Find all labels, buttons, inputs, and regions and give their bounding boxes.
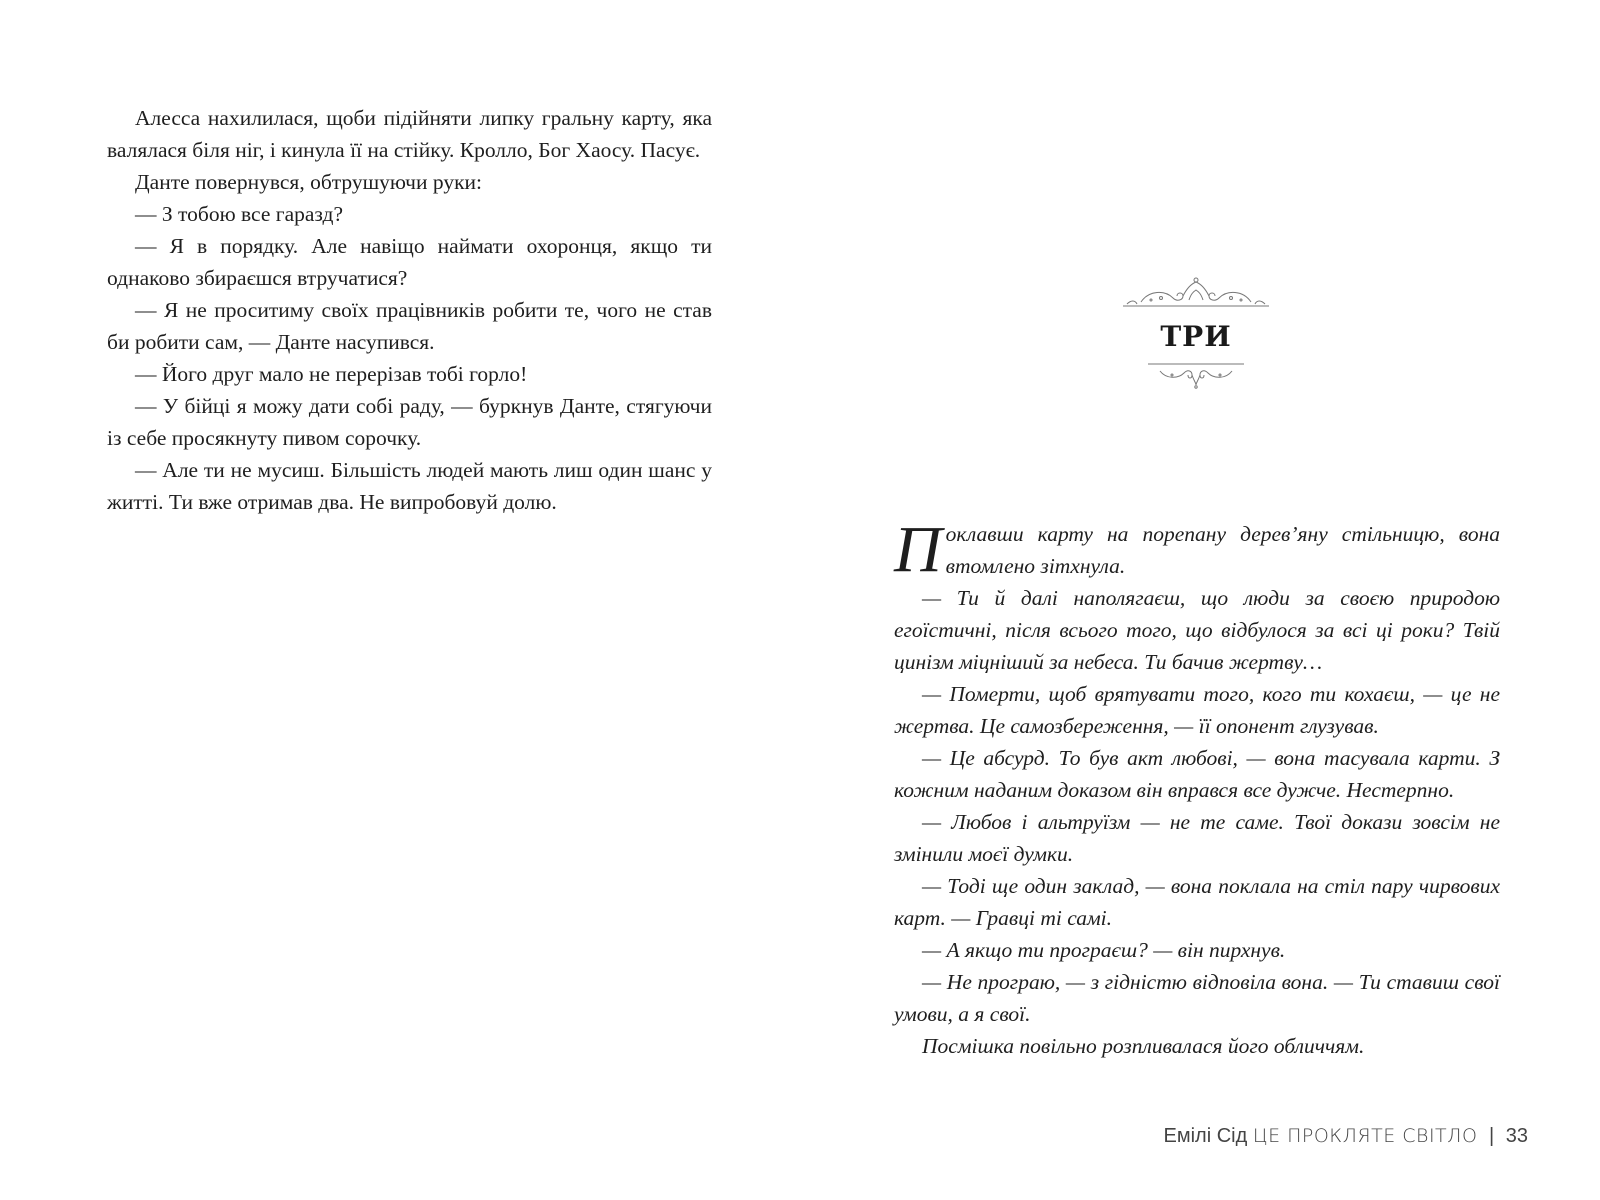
footer-author: Емілі Сід bbox=[1163, 1125, 1248, 1147]
chapter-heading bbox=[1116, 276, 1276, 389]
running-footer bbox=[1163, 1125, 1528, 1148]
ornament-top-icon bbox=[1121, 276, 1271, 310]
paragraph: — Померти, щоб врятувати того, кого ти кохаєш, — це не жертва. Це самозбереження, — її опонент глузував. bbox=[894, 682, 1500, 738]
ornament-bottom-icon bbox=[1146, 361, 1246, 389]
paragraph: — Але ти не мусиш. Більшість людей мають лиш один шанс у житті. Ти вже отримав два. Не випробовуй долю. bbox=[107, 458, 712, 514]
footer-separator: | bbox=[1488, 1125, 1495, 1147]
right-page-text bbox=[894, 513, 1500, 1062]
paragraph: Данте повернувся, обтрушуючи руки: bbox=[135, 170, 483, 194]
paragraph: — У бійці я можу дати собі раду, — буркнув Данте, стягуючи із себе просякнуту пивом сорочку. bbox=[107, 394, 712, 450]
opening-paragraph-text: оклавши карту на порепану дерев’яну стільницю, вона втомлено зітхнула. bbox=[945, 522, 1500, 578]
paragraph: — Тоді ще один заклад, — вона поклала на стіл пару чирвових карт. — Гравці ті самі. bbox=[894, 874, 1500, 930]
paragraph: — Не програю, — з гідністю відповіла вона. — Ти ставиш свої умови, а я свої. bbox=[894, 970, 1500, 1026]
opening-paragraph bbox=[894, 513, 1500, 586]
paragraph: — А якщо ти програєш? — він пирхнув. bbox=[922, 938, 1286, 962]
page-number: 33 bbox=[1505, 1125, 1528, 1147]
chapter-title: ТРИ bbox=[1160, 320, 1232, 353]
paragraph: — Ти й далі наполягаєш, що люди за своєю природою егоїстичні, після всього того, що відбулося за всі ці роки? Твій цинізм міцніший за небеса. Ти бачив жертву… bbox=[894, 586, 1500, 674]
paragraph: — З тобою все гаразд? bbox=[135, 202, 343, 226]
paragraph: — Любов і альтруїзм — не те саме. Твої докази зовсім не змінили моєї думки. bbox=[894, 810, 1500, 866]
drop-cap: П bbox=[894, 513, 942, 586]
paragraph: — Я в порядку. Але навіщо наймати охоронця, якщо ти однаково збираєшся втручатися? bbox=[107, 234, 712, 290]
paragraph: Посмішка повільно розпливалася його обличчям. bbox=[922, 1034, 1365, 1058]
paragraph: Алесса нахилилася, щоби підійняти липку гральну карту, яка валялася біля ніг, і кинула її на стійку. Кролло, Бог Хаосу. Пасує. bbox=[107, 106, 712, 162]
paragraph: — Я не проситиму своїх працівників робити те, чого не став би робити сам, — Данте насупився. bbox=[107, 298, 712, 354]
paragraph: — Його друг мало не перерізав тобі горло! bbox=[135, 362, 528, 386]
right-page bbox=[800, 0, 1600, 1200]
footer-book-title: ЦЕ ПРОКЛЯТЕ СВІТЛО bbox=[1252, 1125, 1478, 1147]
paragraph: — Це абсурд. То був акт любові, — вона тасувала карти. З кожним наданим доказом він вправся все дужче. Нестерпно. bbox=[894, 746, 1500, 802]
left-page-text bbox=[107, 102, 712, 518]
